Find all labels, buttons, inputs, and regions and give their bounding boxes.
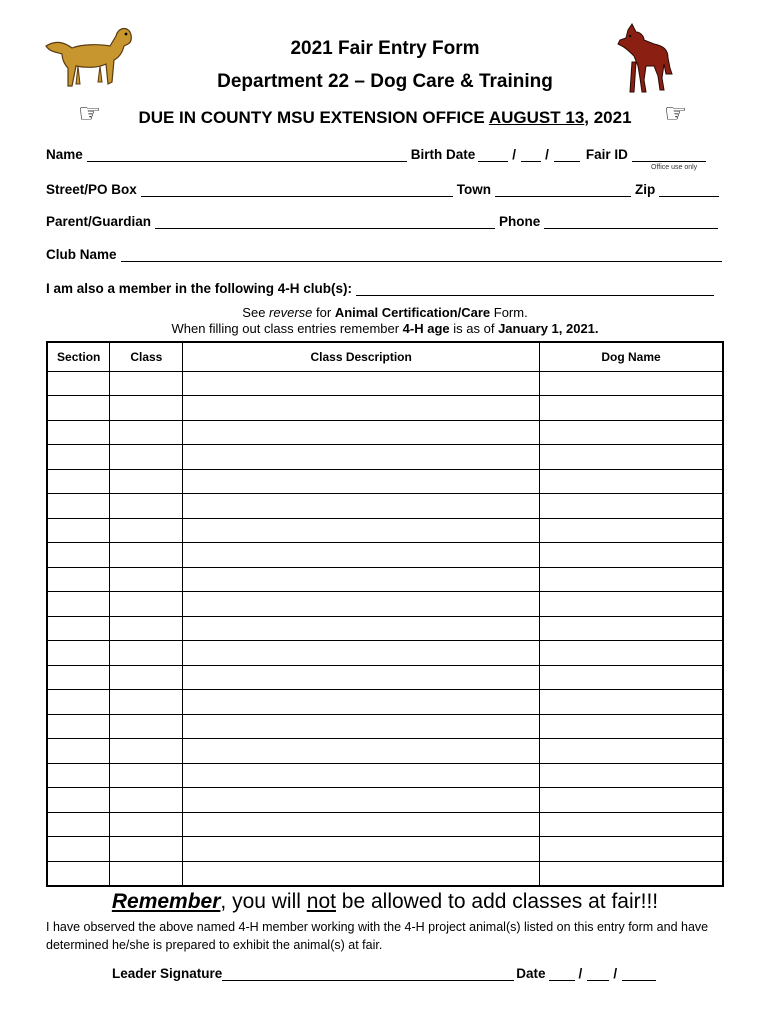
town-field[interactable] <box>495 183 631 197</box>
table-body <box>47 371 723 886</box>
birth-day-field[interactable] <box>521 148 541 162</box>
class-entry-table <box>46 341 724 887</box>
class-cell[interactable] <box>110 420 183 445</box>
section-cell[interactable] <box>47 420 110 445</box>
dog-name-cell[interactable] <box>540 371 723 396</box>
table-row <box>47 445 723 470</box>
class-description-cell[interactable] <box>183 788 540 813</box>
note-date: January 1, 2021. <box>498 321 599 336</box>
section-cell[interactable] <box>47 665 110 690</box>
street-field[interactable] <box>141 183 453 197</box>
table-row <box>47 641 723 666</box>
table-row <box>47 788 723 813</box>
class-description-cell[interactable] <box>183 518 540 543</box>
form-title: 2021 Fair Entry Form <box>290 38 480 59</box>
section-cell[interactable] <box>47 714 110 739</box>
note-reverse: reverse <box>269 305 313 320</box>
section-cell[interactable] <box>47 763 110 788</box>
section-cell[interactable] <box>47 861 110 886</box>
office-use-note: Office use only <box>651 164 698 171</box>
class-description-cell[interactable] <box>183 837 540 862</box>
class-cell[interactable] <box>110 396 183 421</box>
table-row <box>47 469 723 494</box>
section-cell[interactable] <box>47 445 110 470</box>
birth-month-field[interactable] <box>478 148 508 162</box>
dog-name-cell[interactable] <box>540 567 723 592</box>
date-separator: / <box>545 147 549 162</box>
dog-name-cell[interactable] <box>540 616 723 641</box>
section-cell[interactable] <box>47 494 110 519</box>
section-cell[interactable] <box>47 469 110 494</box>
note-text: Form. <box>490 305 528 320</box>
member-label: I am also a member in the following 4-H club(s): <box>46 281 353 296</box>
reverse-note <box>0 305 770 320</box>
leader-signature-field[interactable] <box>222 967 514 981</box>
sign-year-field[interactable] <box>622 967 656 981</box>
section-cell[interactable] <box>47 371 110 396</box>
member-row <box>46 281 726 296</box>
sign-day-field[interactable] <box>587 967 609 981</box>
table-row <box>47 714 723 739</box>
date-separator: / <box>512 147 517 162</box>
fair-id-field[interactable] <box>632 148 706 162</box>
section-cell[interactable] <box>47 739 110 764</box>
table-row <box>47 763 723 788</box>
signature-row <box>112 966 658 981</box>
section-cell[interactable] <box>47 788 110 813</box>
date-separator: / <box>613 966 618 981</box>
table-row <box>47 837 723 862</box>
table-row <box>47 494 723 519</box>
table-row <box>47 420 723 445</box>
due-date: AUGUST 13 <box>488 108 585 127</box>
remember-not: not <box>306 890 336 913</box>
name-label: Name <box>46 147 83 162</box>
class-description-cell[interactable] <box>183 763 540 788</box>
address-row <box>46 182 726 197</box>
remember-word: Remember <box>111 890 221 913</box>
class-cell[interactable] <box>110 812 183 837</box>
section-cell[interactable] <box>47 567 110 592</box>
dog-name-cell[interactable] <box>540 420 723 445</box>
department-title: Department 22 – Dog Care & Training <box>217 71 553 92</box>
class-cell[interactable] <box>110 494 183 519</box>
class-cell[interactable] <box>110 837 183 862</box>
note-text: See <box>242 305 270 320</box>
section-cell[interactable] <box>47 837 110 862</box>
class-description-cell[interactable] <box>183 567 540 592</box>
class-description-cell[interactable] <box>183 445 540 470</box>
dog-name-cell[interactable] <box>540 494 723 519</box>
class-description-cell[interactable] <box>183 641 540 666</box>
remember-text: be allowed to add classes at fair!!! <box>335 890 659 913</box>
class-description-cell[interactable] <box>183 714 540 739</box>
birth-date-label: Birth Date <box>410 147 476 162</box>
class-description-cell[interactable] <box>183 690 540 715</box>
section-cell[interactable] <box>47 690 110 715</box>
dog-name-cell[interactable] <box>540 861 723 886</box>
class-description-cell[interactable] <box>183 543 540 568</box>
section-cell[interactable] <box>47 641 110 666</box>
remember-warning <box>0 890 770 914</box>
parent-row <box>46 214 726 229</box>
table-row <box>47 543 723 568</box>
note-form-name: Animal Certification/Care <box>334 305 491 320</box>
class-header: Class <box>110 342 183 371</box>
class-cell[interactable] <box>110 739 183 764</box>
class-description-cell[interactable] <box>183 616 540 641</box>
class-description-cell[interactable] <box>183 665 540 690</box>
section-cell[interactable] <box>47 592 110 617</box>
date-label: Date <box>516 966 546 981</box>
table-row <box>47 396 723 421</box>
parent-field[interactable] <box>155 215 495 229</box>
dog-name-cell[interactable] <box>540 665 723 690</box>
leader-statement: I have observed the above named 4-H member working with the 4-H project animal(s) listed on this entry form and have determined he/she is prepared to exhibit the animal(s) at fair. <box>46 920 709 952</box>
dog-name-cell[interactable] <box>540 543 723 568</box>
class-cell[interactable] <box>110 469 183 494</box>
dog-name-cell[interactable] <box>540 396 723 421</box>
table-row <box>47 861 723 886</box>
class-cell[interactable] <box>110 714 183 739</box>
dog-name-cell[interactable] <box>540 469 723 494</box>
zip-label: Zip <box>635 182 656 197</box>
section-cell[interactable] <box>47 518 110 543</box>
class-description-header: Class Description <box>183 342 540 371</box>
dog-name-cell[interactable] <box>540 592 723 617</box>
note-text: for <box>312 305 335 320</box>
dog-name-cell[interactable] <box>540 763 723 788</box>
class-cell[interactable] <box>110 543 183 568</box>
section-cell[interactable] <box>47 543 110 568</box>
class-description-cell[interactable] <box>183 469 540 494</box>
class-cell[interactable] <box>110 371 183 396</box>
class-cell[interactable] <box>110 665 183 690</box>
date-separator: / <box>578 966 583 981</box>
class-cell[interactable] <box>110 518 183 543</box>
due-text-part: DUE IN COUNTY MSU EXTENSION OFFICE <box>138 108 489 127</box>
class-cell[interactable] <box>110 641 183 666</box>
class-cell[interactable] <box>110 763 183 788</box>
table-row <box>47 812 723 837</box>
class-description-cell[interactable] <box>183 396 540 421</box>
club-label: Club Name <box>46 247 117 262</box>
class-description-cell[interactable] <box>183 494 540 519</box>
dog-name-cell[interactable] <box>540 714 723 739</box>
table-row <box>47 592 723 617</box>
town-label: Town <box>456 182 492 197</box>
class-description-cell[interactable] <box>183 861 540 886</box>
sign-month-field[interactable] <box>549 967 575 981</box>
dog-name-cell[interactable] <box>540 445 723 470</box>
phone-label: Phone <box>499 214 541 229</box>
member-clubs-field[interactable] <box>356 282 714 296</box>
table-row <box>47 567 723 592</box>
street-label: Street/PO Box <box>46 182 137 197</box>
dog-name-cell[interactable] <box>540 641 723 666</box>
fair-id-label: Fair ID <box>585 147 628 162</box>
dog-name-cell[interactable] <box>540 837 723 862</box>
class-cell[interactable] <box>110 445 183 470</box>
parent-label: Parent/Guardian <box>46 214 152 229</box>
pointing-hand-icon: ☞ <box>78 98 102 128</box>
dog-name-cell[interactable] <box>540 739 723 764</box>
dog-name-header: Dog Name <box>540 342 723 371</box>
class-description-cell[interactable] <box>183 739 540 764</box>
class-description-cell[interactable] <box>183 592 540 617</box>
birth-year-field[interactable] <box>554 148 580 162</box>
table-row <box>47 518 723 543</box>
name-row <box>46 147 726 162</box>
age-note <box>0 321 770 336</box>
due-notice <box>0 108 770 128</box>
table-row <box>47 616 723 641</box>
class-description-cell[interactable] <box>183 371 540 396</box>
dog-name-cell[interactable] <box>540 812 723 837</box>
leader-signature-label: Leader Signature <box>112 966 223 981</box>
class-cell[interactable] <box>110 788 183 813</box>
table-row <box>47 690 723 715</box>
class-cell[interactable] <box>110 690 183 715</box>
class-description-cell[interactable] <box>183 420 540 445</box>
section-cell[interactable] <box>47 812 110 837</box>
section-header: Section <box>47 342 110 371</box>
table-row <box>47 739 723 764</box>
dog-name-cell[interactable] <box>540 690 723 715</box>
club-row <box>46 247 726 262</box>
dog-name-cell[interactable] <box>540 518 723 543</box>
name-field[interactable] <box>87 148 407 162</box>
pointing-hand-icon: ☞ <box>664 98 688 128</box>
note-text: is as of <box>449 321 499 336</box>
zip-field[interactable] <box>659 183 719 197</box>
phone-field[interactable] <box>544 215 718 229</box>
class-cell[interactable] <box>110 861 183 886</box>
dog-name-cell[interactable] <box>540 788 723 813</box>
section-cell[interactable] <box>47 396 110 421</box>
class-description-cell[interactable] <box>183 812 540 837</box>
note-text: When filling out class entries remember <box>171 321 403 336</box>
class-cell[interactable] <box>110 567 183 592</box>
note-age: 4-H age <box>402 321 450 336</box>
table-header-row <box>47 342 723 371</box>
class-cell[interactable] <box>110 592 183 617</box>
table-row <box>47 665 723 690</box>
remember-text: , you will <box>220 890 307 913</box>
club-field[interactable] <box>121 248 722 262</box>
due-year: , 2021 <box>584 108 632 127</box>
table-row <box>47 371 723 396</box>
class-cell[interactable] <box>110 616 183 641</box>
section-cell[interactable] <box>47 616 110 641</box>
